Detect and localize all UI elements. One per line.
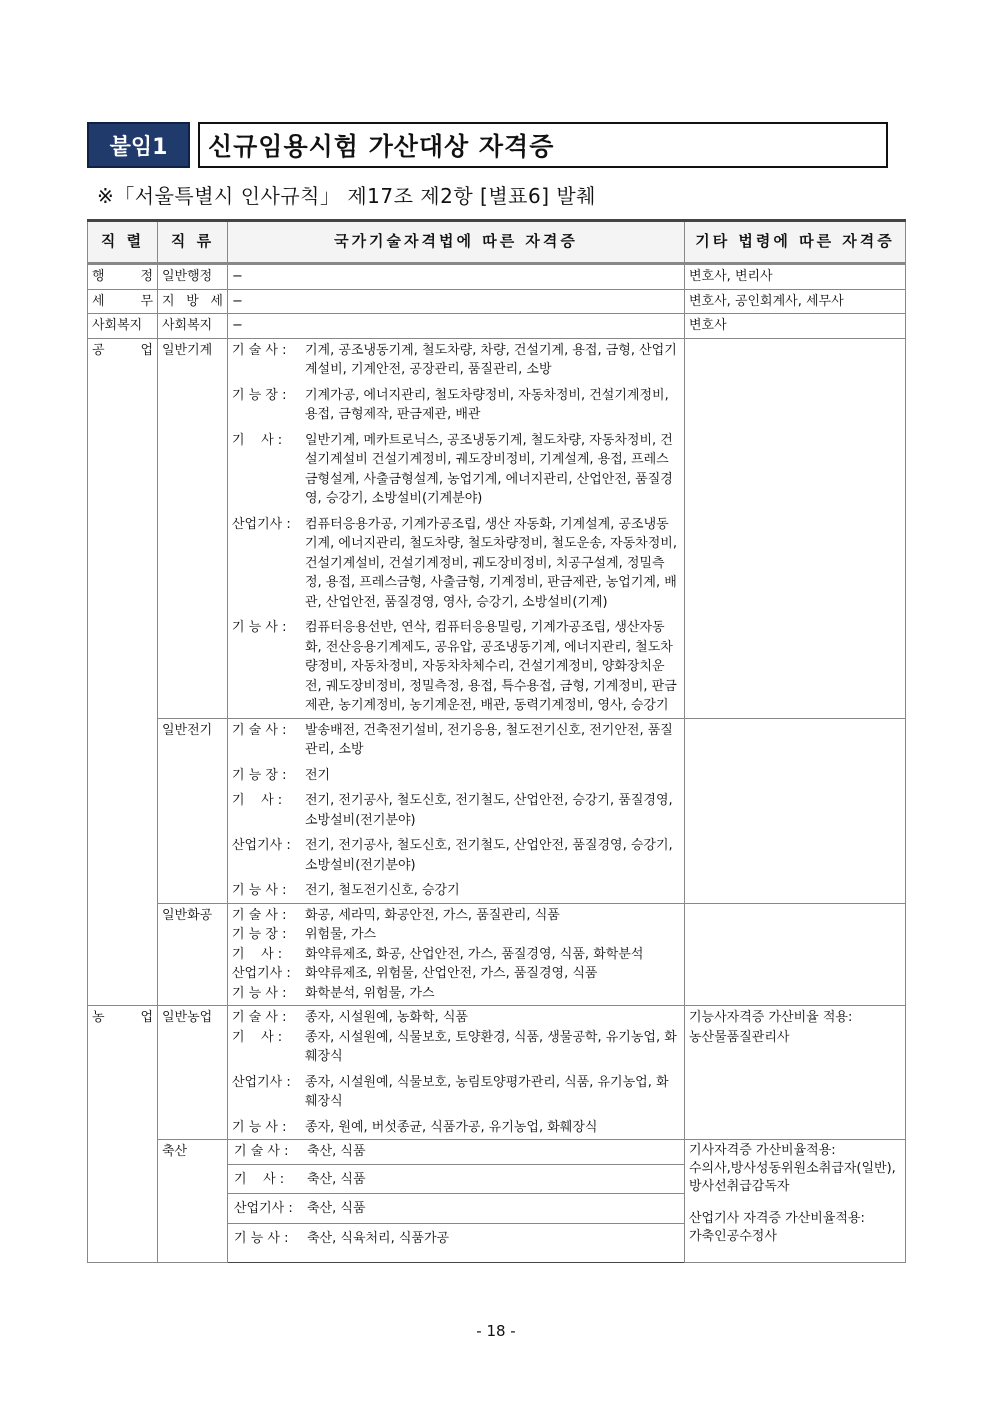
table-row: [88, 1006, 906, 1140]
other-cell: 변호사, 변리사: [685, 264, 906, 290]
national-cell: [228, 718, 685, 903]
header-other: 기타 법령에 따른 자격증: [685, 221, 906, 264]
header-series: 직 렬: [88, 221, 158, 264]
table-row: [88, 903, 906, 1006]
attachment-badge: 붙임1: [87, 122, 190, 168]
national-cell: [228, 1164, 685, 1194]
other-cell: [685, 1140, 906, 1263]
series-cell: 사회복지: [88, 314, 158, 339]
other-note: 기능사자격증 가산비율 적용:: [689, 1010, 853, 1025]
national-cell: −: [228, 289, 685, 314]
list-item: 기 사 : 일반기계, 메카트로닉스, 공조냉동기계, 철도차량, 자동차정비, 건설기계설비 건설기계정비, 궤도장비정비, 기계설계, 용접, 프레스금형설계, 사출금형설계, 농업기계, 에너지관리, 산업안전, 품질경영, 승강기, 소방설비(기계분야): [232, 432, 673, 506]
list-item: 기 능 사 : 컴퓨터응용선반, 연삭, 컴퓨터응용밀링, 기계가공조립, 생산자동화, 전산응용기계제도, 공유압, 공조냉동기계, 에너지관리, 철도차량정비, 자동차정비, 자동차차체수리, 건설기계정비, 양화장치운전, 궤도장비정비, 정밀측정, 용접, 특수용접, 금형, 기계정비, 판금제관, 농기계정비, 농기계운전, 배관, 동력기계정비, 영사, 승강기: [232, 620, 677, 713]
national-cell: [228, 1194, 685, 1224]
other-cell: [685, 338, 906, 718]
other-note: 농산물품질관리사: [689, 1029, 790, 1045]
list-item: 기 술 사 : 축산, 식품: [234, 1144, 366, 1159]
series-cell: 농 업: [88, 1006, 158, 1263]
series-cell: 공 업: [88, 338, 158, 1006]
list-item: 기 능 사 : 축산, 식육처리, 식품가공: [234, 1230, 450, 1246]
field-cell: 일반화공: [158, 903, 228, 1006]
list-item: 기 술 사 : 발송배전, 건축전기설비, 전기응용, 철도전기신호, 전기안전, 품질관리, 소방: [232, 722, 673, 757]
document-subtitle: ※「서울특별시 인사규칙」 제17조 제2항 [별표6] 발췌: [97, 184, 596, 208]
list-item: 기 능 사 : 전기, 철도전기신호, 승강기: [232, 883, 460, 898]
table-row: [88, 264, 906, 290]
other-cell: [685, 718, 906, 903]
list-item: 기 능 장 : 기계가공, 에너지관리, 철도차량정비, 자동차정비, 건설기계정비, 용접, 금형제작, 판금제관, 배관: [232, 387, 669, 422]
other-cell: 변호사: [685, 314, 906, 339]
field-cell: 축산: [158, 1140, 228, 1263]
national-cell: [228, 338, 685, 718]
list-item: 기 사 : 화약류제조, 화공, 산업안전, 가스, 품질경영, 식품, 화학분석: [232, 946, 644, 962]
list-item: 기 사 : 축산, 식품: [234, 1171, 366, 1187]
other-note: 가축인공수정사: [689, 1229, 777, 1244]
table-row: [88, 718, 906, 903]
other-cell: [685, 1006, 906, 1140]
field-cell: 지 방 세: [158, 289, 228, 314]
national-cell: [228, 903, 685, 1006]
list-item: 기 술 사 : 기계, 공조냉동기계, 철도차량, 차량, 건설기계, 용접, 금형, 산업기계설비, 기계안전, 공장관리, 품질관리, 소방: [232, 342, 677, 377]
national-cell: −: [228, 314, 685, 339]
field-cell: 일반농업: [158, 1006, 228, 1140]
list-item: 기 능 장 : 전기: [232, 767, 331, 783]
other-note: 산업기사 자격증 가산비율적용:: [689, 1211, 865, 1226]
list-item: 산업기사 : 종자, 시설원예, 식물보호, 농림토양평가관리, 식품, 유기농업, 화훼장식: [232, 1074, 669, 1109]
list-item: 산업기사 : 컴퓨터응용가공, 기계가공조립, 생산 자동화, 기계설계, 공조냉동기계, 에너지관리, 철도차량, 철도차량정비, 철도운송, 자동차정비, 건설기계설비, 건설기계정비, 궤도장비정비, 치공구설계, 정밀측정, 용접, 프레스금형, 사출금형, 기계정비, 판금제관, 농업기계, 배관, 산업안전, 품질경영, 영사, 승강기, 소방설비(기계): [232, 516, 677, 610]
list-item: 산업기사 : 화약류제조, 위험물, 산업안전, 가스, 품질경영, 식품: [232, 966, 598, 981]
other-note: 수의사,방사성동위원소취급자(일반), 방사선취급감독자: [689, 1161, 896, 1194]
list-item: 기 사 : 전기, 전기공사, 철도신호, 전기철도, 산업안전, 승강기, 품질경영, 소방설비(전기분야): [232, 793, 673, 828]
list-item: 산업기사 : 전기, 전기공사, 철도신호, 전기철도, 산업안전, 품질경영, 승강기, 소방설비(전기분야): [232, 838, 673, 873]
table-row: [88, 338, 906, 718]
list-item: 기 술 사 : 화공, 세라믹, 화공안전, 가스, 품질관리, 식품: [232, 907, 560, 923]
series-cell: 행 정: [88, 264, 158, 290]
table-row: [88, 1140, 906, 1165]
list-item: 기 능 사 : 종자, 원예, 버섯종균, 식품가공, 유기농업, 화훼장식: [232, 1119, 598, 1135]
table-row: [88, 289, 906, 314]
list-item: 산업기사 : 축산, 식품: [234, 1201, 366, 1216]
other-cell: 변호사, 공인회계사, 세무사: [685, 289, 906, 314]
list-item: 기 능 사 : 화학분석, 위험물, 가스: [232, 985, 435, 1001]
field-cell: 일반기계: [158, 338, 228, 718]
header-field: 직 류: [158, 221, 228, 264]
page-number: - 18 -: [476, 1322, 516, 1340]
other-cell: [685, 903, 906, 1006]
document-title: 신규임용시험 가산대상 자격증: [198, 122, 888, 168]
list-item: 기 사 : 종자, 시설원예, 식물보호, 토양환경, 식품, 생물공학, 유기농업, 화훼장식: [232, 1029, 677, 1064]
table-row: [88, 314, 906, 339]
field-cell: 사회복지: [158, 314, 228, 339]
header: [87, 122, 888, 168]
national-cell: [228, 1223, 685, 1263]
series-cell: 세 무: [88, 289, 158, 314]
table-header-row: [88, 221, 906, 264]
qualification-table: [87, 219, 906, 1263]
list-item: 기 술 사 : 종자, 시설원예, 농화학, 식품: [232, 1010, 468, 1025]
header-national: 국가기술자격법에 따른 자격증: [228, 221, 685, 264]
national-cell: −: [228, 264, 685, 290]
field-cell: 일반전기: [158, 718, 228, 903]
national-cell: [228, 1006, 685, 1140]
list-item: 기 능 장 : 위험물, 가스: [232, 927, 377, 942]
field-cell: 일반행정: [158, 264, 228, 290]
other-note: 기사자격증 가산비율적용:: [689, 1143, 836, 1158]
national-cell: [228, 1140, 685, 1165]
